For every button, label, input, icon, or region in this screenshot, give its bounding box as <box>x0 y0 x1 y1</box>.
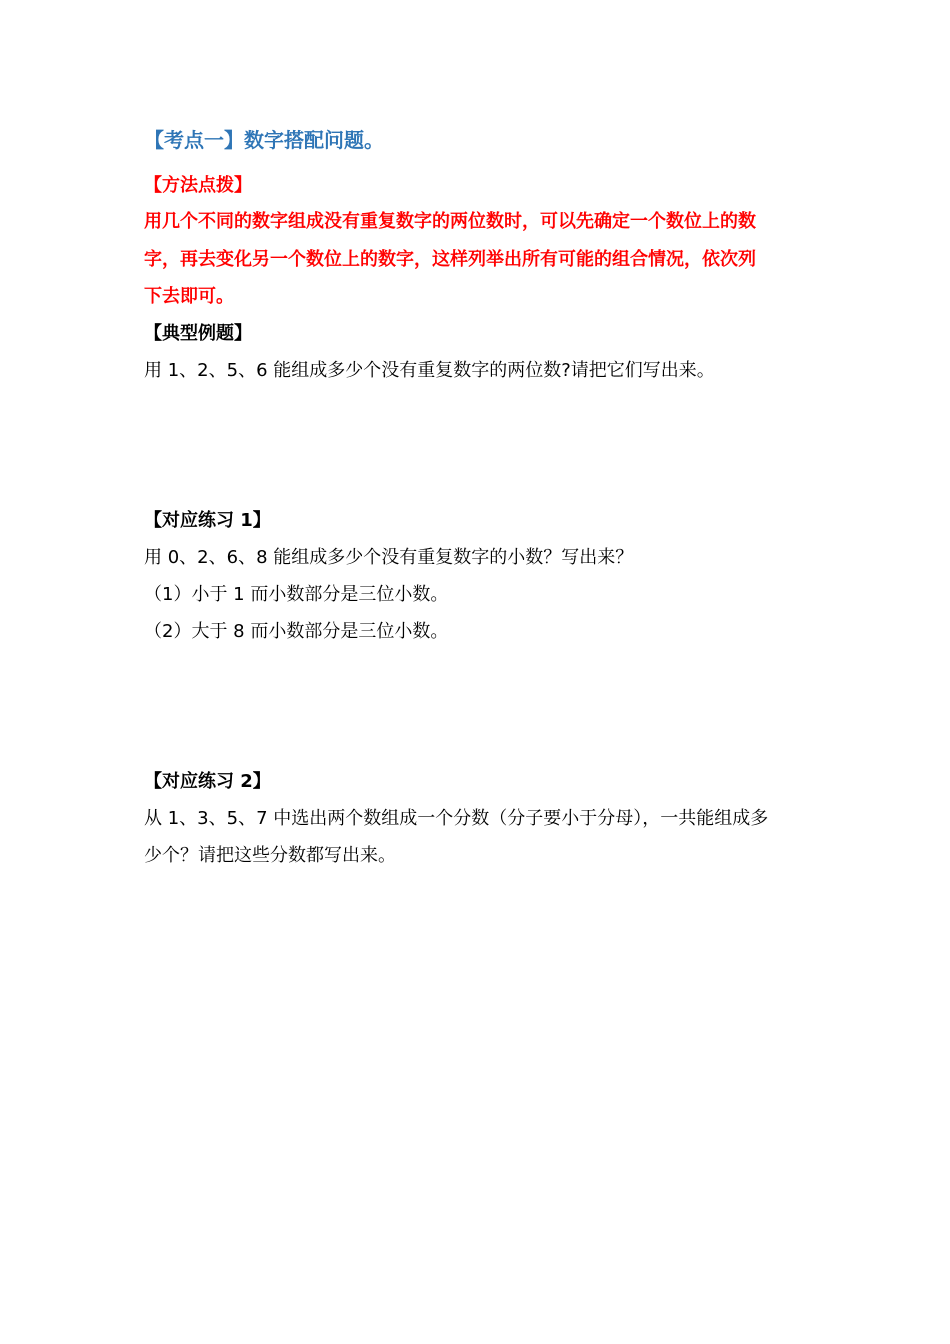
example-heading: 【典型例题】 <box>144 323 252 344</box>
method-line-3: 下去即可。 <box>144 286 234 307</box>
practice1-part-1: （1）小于 1 而小数部分是三位小数。 <box>144 584 449 605</box>
practice2-heading: 【对应练习 2】 <box>144 771 271 792</box>
practice1-heading: 【对应练习 1】 <box>144 510 271 531</box>
practice2-line-1: 从 1、3、5、7 中选出两个数组成一个分数（分子要小于分母），一共能组成多 <box>144 808 769 829</box>
method-heading: 【方法点拨】 <box>144 175 252 196</box>
practice1-question: 用 0、2、6、8 能组成多少个没有重复数字的小数？写出来？ <box>144 547 634 568</box>
example-question: 用 1、2、5、6 能组成多少个没有重复数字的两位数?请把它们写出来。 <box>144 360 715 381</box>
section-title: 【考点一】数字搭配问题。 <box>144 128 384 152</box>
method-line-1: 用几个不同的数字组成没有重复数字的两位数时，可以先确定一个数位上的数 <box>144 211 756 232</box>
practice2-line-2: 少个？请把这些分数都写出来。 <box>144 845 396 866</box>
method-line-2: 字，再去变化另一个数位上的数字，这样列举出所有可能的组合情况，依次列 <box>144 249 756 270</box>
practice1-part-2: （2）大于 8 而小数部分是三位小数。 <box>144 621 449 642</box>
